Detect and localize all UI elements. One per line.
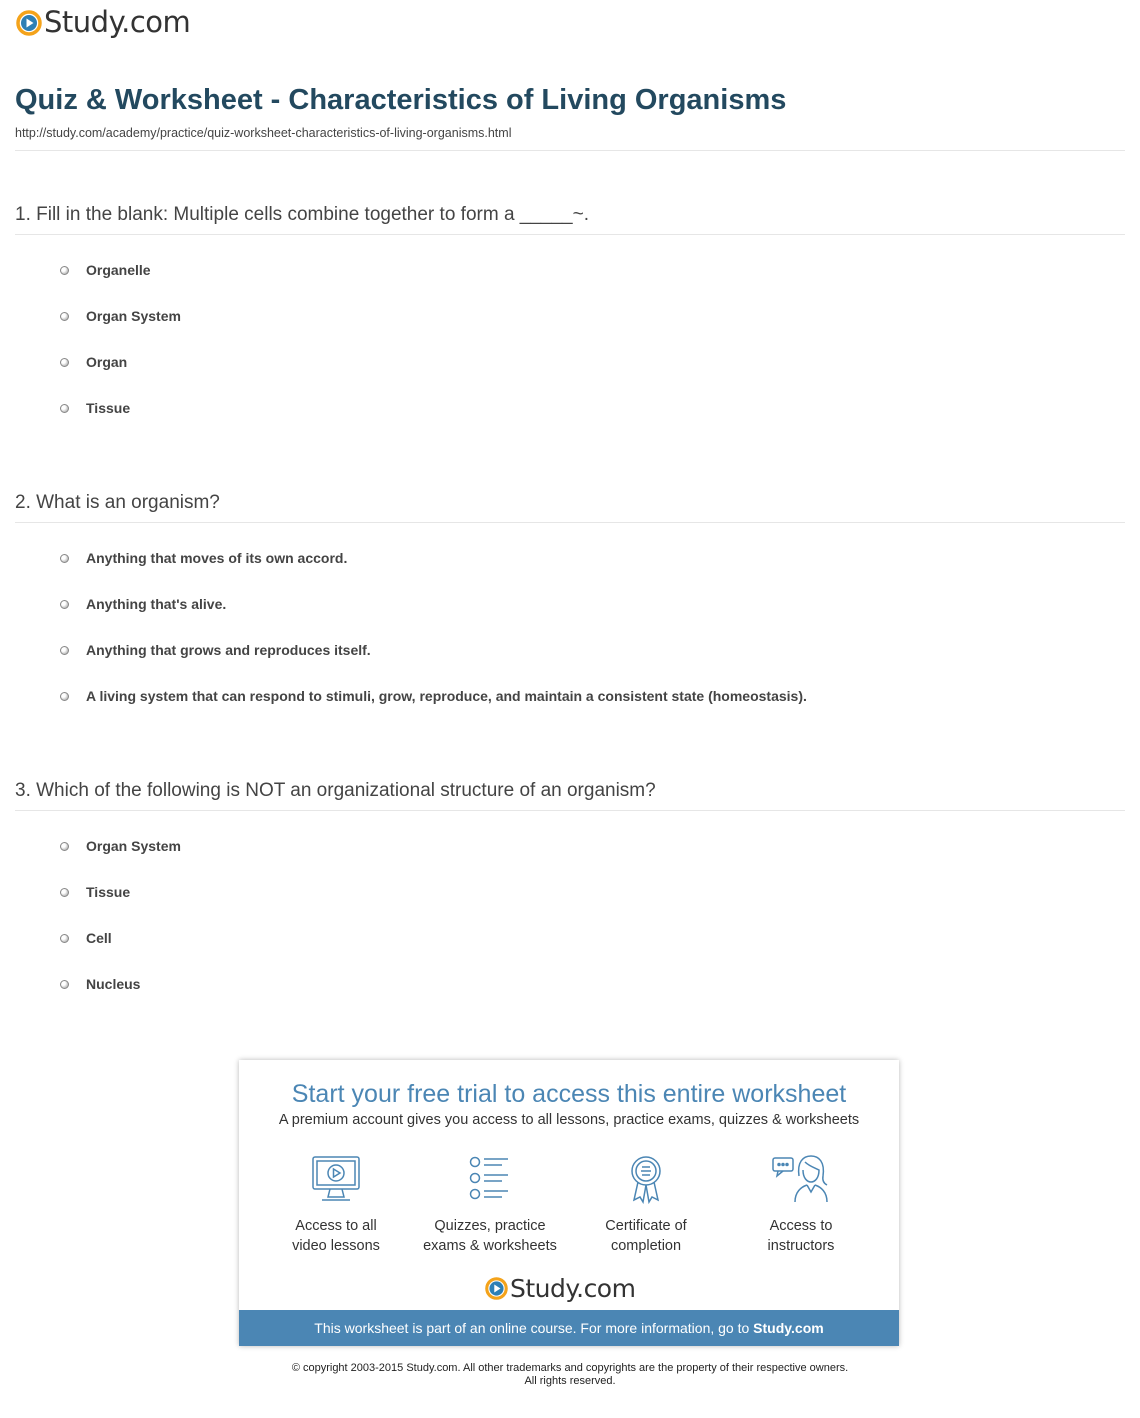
option-label: Organelle [86, 262, 151, 278]
video-lessons-icon [310, 1154, 362, 1204]
feature-instructors [726, 1154, 876, 1256]
option-label: Nucleus [86, 976, 141, 992]
feature-quizzes [415, 1154, 565, 1256]
feature-label: exams & worksheets [423, 1238, 557, 1254]
play-logo-icon [16, 10, 42, 36]
radio-button[interactable] [60, 888, 69, 897]
option-label: Organ System [86, 838, 181, 854]
answer-option[interactable] [60, 261, 151, 279]
radio-button[interactable] [60, 266, 69, 275]
promo-subtitle: A premium account gives you access to all lessons, practice exams, quizzes & worksheets [278, 1112, 860, 1128]
radio-button[interactable] [60, 312, 69, 321]
logo-wordmark: Study.com [510, 1274, 636, 1303]
promo-title[interactable]: Start your free trial to access this entire worksheet [291, 1080, 847, 1108]
feature-label: Access to [769, 1218, 833, 1234]
radio-button[interactable] [60, 646, 69, 655]
answer-option[interactable] [60, 399, 130, 417]
certificate-icon [620, 1154, 672, 1204]
quiz-list-icon [464, 1154, 516, 1204]
answer-option[interactable] [60, 549, 347, 567]
feature-label: instructors [767, 1238, 835, 1254]
question-divider [15, 234, 1125, 235]
option-label: Anything that grows and reproduces itself. [86, 642, 371, 658]
radio-button[interactable] [60, 600, 69, 609]
question-divider [15, 810, 1125, 811]
option-label: A living system that can respond to stimuli, grow, reproduce, and maintain a consistent state (homeostasis). [86, 688, 807, 704]
question-1: 1. Fill in the blank: Multiple cells combine together to form a _____~. [15, 204, 589, 225]
instructor-icon [771, 1154, 831, 1204]
question-2: 2. What is an organism? [15, 492, 220, 513]
option-label: Anything that's alive. [86, 596, 227, 612]
feature-video-lessons [261, 1154, 411, 1256]
radio-button[interactable] [60, 358, 69, 367]
feature-label: Quizzes, practice [434, 1218, 546, 1234]
option-label: Organ System [86, 308, 181, 324]
promo-info-bar [239, 1310, 899, 1346]
feature-label: Access to all [295, 1218, 377, 1234]
play-logo-icon [485, 1277, 508, 1300]
copyright-line: All rights reserved. [524, 1375, 616, 1387]
option-label: Tissue [86, 884, 131, 900]
study-link[interactable]: Study.com [753, 1320, 824, 1336]
radio-button[interactable] [60, 980, 69, 989]
radio-button[interactable] [60, 934, 69, 943]
answer-option[interactable] [60, 595, 226, 613]
answer-option[interactable] [60, 975, 140, 993]
promo-bar-text: This worksheet is part of an online course. For more information, go to [314, 1320, 754, 1336]
copyright [0, 1362, 1140, 1388]
free-trial-promo [239, 1060, 899, 1346]
feature-label: Certificate of [605, 1218, 687, 1234]
feature-certificate [571, 1154, 721, 1256]
header-divider [15, 150, 1125, 151]
question-divider [15, 522, 1125, 523]
answer-option[interactable] [60, 929, 112, 947]
answer-option[interactable] [60, 307, 181, 325]
radio-button[interactable] [60, 404, 69, 413]
page-url[interactable]: http://study.com/academy/practice/quiz-worksheet-characteristics-of-living-organisms.html [15, 126, 512, 140]
option-label: Organ [86, 354, 128, 370]
answer-option[interactable] [60, 353, 127, 371]
answer-option[interactable] [60, 883, 130, 901]
option-label: Cell [86, 930, 112, 946]
answer-option[interactable] [60, 837, 181, 855]
page-title: Quiz & Worksheet - Characteristics of Living Organisms [15, 84, 787, 116]
answer-option[interactable] [60, 641, 371, 659]
copyright-line: © copyright 2003-2015 Study.com. All other trademarks and copyrights are the property of their respective owners. [291, 1362, 849, 1374]
feature-label: video lessons [292, 1238, 380, 1254]
question-3: 3. Which of the following is NOT an organizational structure of an organism? [15, 780, 656, 801]
radio-button[interactable] [60, 554, 69, 563]
logo-wordmark: Study.com [44, 5, 191, 39]
study-logo[interactable] [16, 5, 191, 39]
radio-button[interactable] [60, 692, 69, 701]
radio-button[interactable] [60, 842, 69, 851]
option-label: Anything that moves of its own accord. [86, 550, 348, 566]
option-label: Tissue [86, 400, 131, 416]
answer-option[interactable] [60, 687, 807, 705]
promo-study-logo[interactable] [485, 1274, 635, 1303]
feature-label: completion [610, 1238, 682, 1254]
